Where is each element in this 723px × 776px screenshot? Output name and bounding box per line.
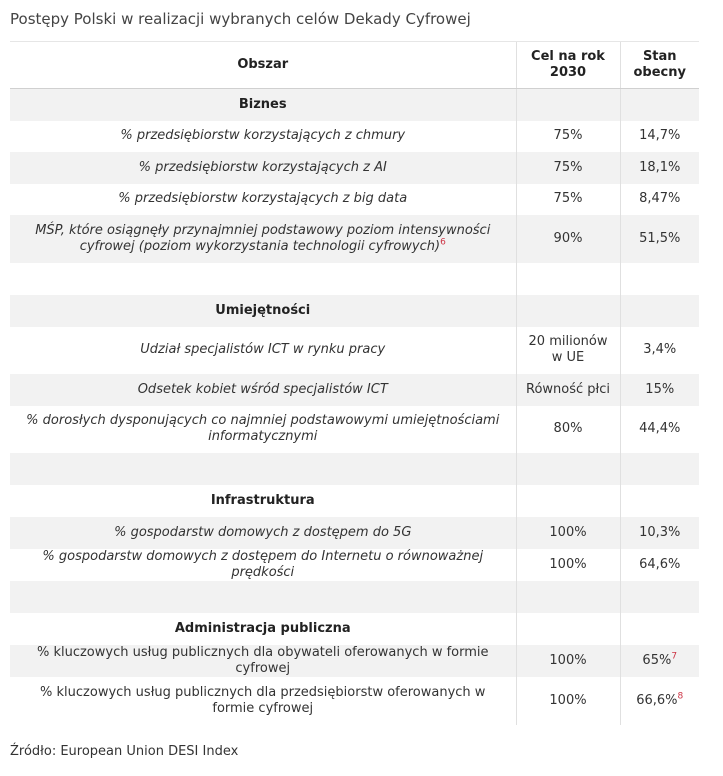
section-label: Biznes: [10, 89, 516, 121]
row-label: % gospodarstw domowych z dostępem do Internetu o równoważnej prędkości: [42, 548, 484, 580]
table-row: [10, 517, 699, 549]
row-current: 18,1%: [620, 152, 699, 184]
row-target: 80%: [516, 406, 620, 453]
section-label: Administracja publiczna: [174, 620, 351, 636]
table-row: [10, 374, 699, 406]
row-current: 3,4%: [620, 327, 699, 374]
row-target: 100%: [516, 677, 620, 725]
row-current: 10,3%: [620, 517, 699, 549]
table-row: [10, 645, 699, 677]
row-label: % gospodarstw domowych z dostępem do 5G: [10, 517, 516, 549]
row-target: Równość płci: [516, 374, 620, 406]
footnote-marker: 7: [671, 651, 678, 662]
section-row-business: [10, 89, 699, 121]
row-current: 15%: [620, 374, 699, 406]
row-target: 75%: [516, 121, 620, 152]
row-current: 44,4%: [620, 406, 699, 453]
header-row: [10, 42, 699, 89]
table-row: [10, 215, 699, 263]
header-target: Cel na rok 2030: [516, 42, 620, 89]
row-label: % dorosłych dysponujących co najmniej podstawowymi umiejętnościami informatycznymi: [26, 413, 500, 444]
row-current: 64,6%: [620, 549, 699, 581]
header-area: Obszar: [10, 42, 516, 89]
source-note: Źródło: European Union DESI Index: [10, 744, 239, 759]
row-current: 8,47%: [620, 184, 699, 215]
row-label: % przedsiębiorstw korzystających z chmury: [120, 128, 406, 143]
section-row-skills: [10, 295, 699, 327]
section-row-infrastructure: [10, 485, 699, 517]
header-current: Stan obecny: [620, 42, 699, 89]
row-current: 65%$^7$: [620, 645, 699, 677]
row-target: 100%: [516, 645, 620, 677]
table-row: [10, 184, 699, 215]
table-row: [10, 549, 699, 581]
footnote-marker: 8: [677, 691, 684, 702]
table-title: Postępy Polski w realizacji wybranych celów Dekady Cyfrowej: [10, 10, 471, 28]
row-target: 75%: [516, 152, 620, 184]
section-label: Umiejętności: [10, 295, 516, 327]
row-label: % kluczowych usług publicznych dla obywateli oferowanych w formie cyfrowej: [10, 645, 516, 677]
row-label: MŚP, które osiągnęły przynajmniej podstawowy poziom intensywności cyfrowej (poziom wykorzystania technologii cyfrowych)$^6$: [10, 215, 516, 263]
table-row: [10, 152, 699, 184]
footnote-marker: 6: [440, 237, 446, 248]
row-target: 100%: [516, 517, 620, 549]
digital-decade-table: [10, 41, 699, 725]
table-row: [10, 327, 699, 374]
spacer-row: [10, 263, 699, 295]
section-row-public-admin: [10, 613, 699, 645]
section-label: Infrastruktura: [210, 492, 315, 508]
row-label: % przedsiębiorstw korzystających z AI: [10, 152, 516, 184]
row-label: Odsetek kobiet wśród specjalistów ICT: [10, 374, 516, 406]
row-target: 20 milionów w UE: [516, 327, 620, 374]
row-label: % kluczowych usług publicznych dla przedsiębiorstw oferowanych w formie cyfrowej: [40, 684, 486, 716]
spacer-row: [10, 581, 699, 613]
row-target: 100%: [516, 549, 620, 581]
spacer-row: [10, 453, 699, 485]
row-current: 66,6%$^8$: [620, 677, 699, 725]
row-target: 90%: [516, 215, 620, 263]
table-row: [10, 677, 699, 725]
row-label: Udział specjalistów ICT w rynku pracy: [140, 342, 386, 357]
table-row: [10, 121, 699, 152]
table-row: [10, 406, 699, 453]
row-label: % przedsiębiorstw korzystających z big data: [118, 191, 408, 206]
row-current: 51,5%: [620, 215, 699, 263]
row-target: 75%: [516, 184, 620, 215]
row-current: 14,7%: [620, 121, 699, 152]
